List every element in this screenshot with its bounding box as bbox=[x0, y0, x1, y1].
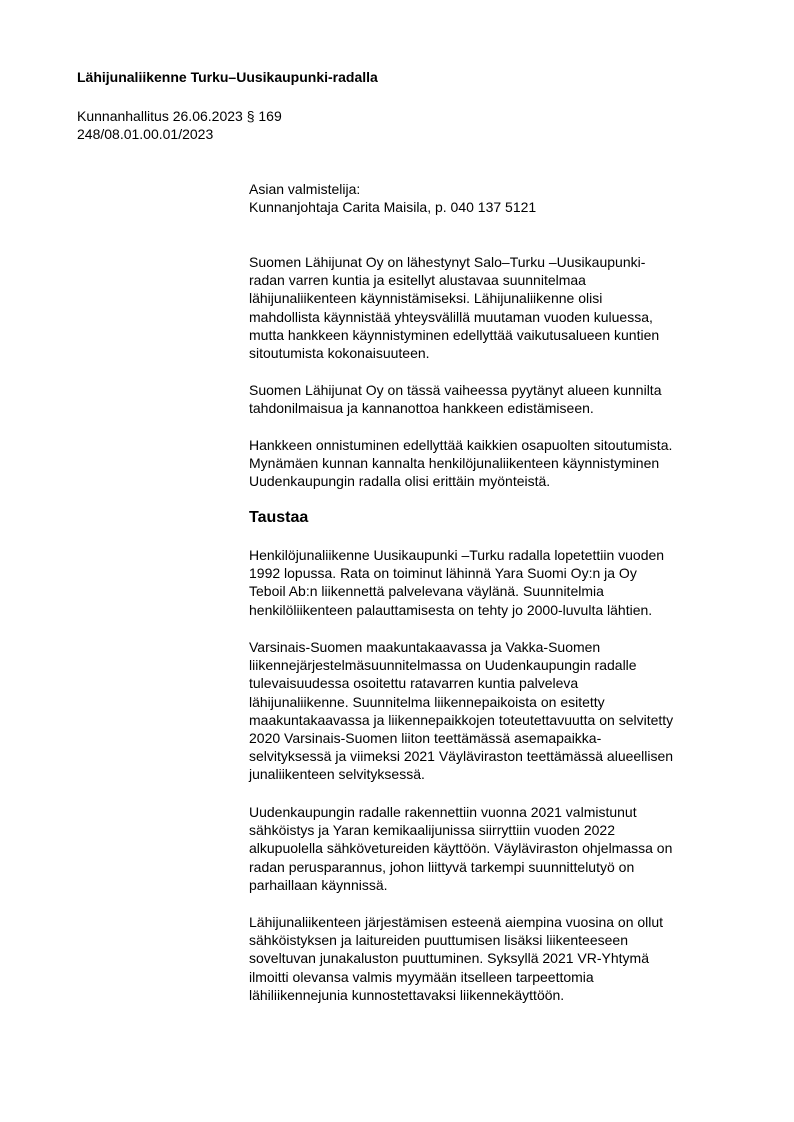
text-line: henkilöliikenteen palauttamisesta on tehty jo 2000-luvulta lähtien. bbox=[249, 601, 653, 618]
section-heading: Taustaa bbox=[249, 509, 309, 526]
text-line: Uudenkaupungin radalla olisi erittäin myönteistä. bbox=[249, 473, 551, 490]
background-paragraph-4 bbox=[249, 913, 749, 1004]
text-line: lähiliikennejunia kunnostettavaksi liikennekäyttöön. bbox=[249, 986, 565, 1003]
text-line: maakuntakaavassa ja liikennepaikkojen toteutettavuutta on selvitetty bbox=[249, 711, 674, 728]
text-line: Suomen Lähijunat Oy on tässä vaiheessa pyytänyt alueen kunnilta bbox=[249, 382, 662, 398]
text-line: Varsinais-Suomen maakuntakaavassa ja Vakka-Suomen bbox=[249, 639, 601, 655]
text-line: sähköistys ja Yaran kemikaalijunissa siirryttiin vuoden 2022 bbox=[249, 822, 615, 839]
text-line: ilmoitti olevansa valmis myymään itselleen tarpeettomia bbox=[249, 968, 594, 985]
text-line: 2020 Varsinais-Suomen liiton teettämässä asemapaikka- bbox=[249, 730, 602, 747]
text-line: Suomen Lähijunat Oy on lähestynyt Salo–Turku –Uusikaupunki- bbox=[249, 254, 646, 270]
preparer-block bbox=[249, 180, 536, 216]
text-line: mutta hankkeen käynnistyminen edellyttää vaikutusalueen kuntien bbox=[249, 326, 660, 343]
text-line: lähijunaliikenteen käynnistämiseksi. Lähijunaliikenne olisi bbox=[249, 290, 603, 307]
meeting-reference: Kunnanhallitus 26.06.2023 § 169 bbox=[77, 108, 282, 124]
text-line: radan perusparannus, johon liittyvä tarkempi suunnittelutyö on bbox=[249, 858, 635, 875]
text-line: Uudenkaupungin radalle rakennettiin vuonna 2021 valmistunut bbox=[249, 804, 637, 820]
intro-paragraph-1 bbox=[249, 253, 749, 362]
text-line: Lähijunaliikenteen järjestämisen esteenä aiempina vuosina on ollut bbox=[249, 914, 664, 930]
text-line: parhaillaan käynnissä. bbox=[249, 876, 388, 893]
document-title: Lähijunaliikenne Turku–Uusikaupunki-radalla bbox=[77, 69, 378, 85]
text-line: sitoutumista kokonaisuuteen. bbox=[249, 345, 430, 362]
text-line: selvityksessä ja viimeksi 2021 Väyläviraston teettämässä alueellisen bbox=[249, 748, 674, 765]
text-line: mahdollista käynnistää yhteysvälillä muutaman vuoden kuluessa, bbox=[249, 308, 653, 325]
intro-paragraph-3 bbox=[249, 436, 749, 491]
background-paragraph-2 bbox=[249, 638, 749, 784]
text-line: radan varren kuntia ja esitellyt alustavaa suunnitelmaa bbox=[249, 272, 586, 289]
text-line: sähköistyksen ja laitureiden puuttumisen lisäksi liikenteeseen bbox=[249, 932, 628, 949]
text-line: Teboil Ab:n liikennettä palvelevana väylänä. Suunnitelmia bbox=[249, 583, 604, 600]
text-line: soveltuvan junakaluston puuttuminen. Syksyllä 2021 VR-Yhtymä bbox=[249, 950, 649, 967]
text-line: junaliikenteen selvityksessä. bbox=[249, 766, 425, 783]
record-id: 248/08.01.00.01/2023 bbox=[77, 126, 214, 142]
text-line: alkupuolella sähkövetureiden käyttöön. Väyläviraston ohjelmassa on bbox=[249, 840, 673, 857]
background-paragraph-1 bbox=[249, 546, 749, 619]
preparer-name: Kunnanjohtaja Carita Maisila, p. 040 137 5121 bbox=[249, 199, 537, 215]
text-line: Mynämäen kunnan kannalta henkilöjunaliikenteen käynnistyminen bbox=[249, 455, 660, 472]
text-line: Henkilöjunaliikenne Uusikaupunki –Turku radalla lopetettiin vuoden bbox=[249, 547, 665, 563]
text-line: tulevaisuudessa osoitettu ratavarren kuntia palveleva bbox=[249, 675, 579, 692]
background-paragraph-3 bbox=[249, 803, 749, 894]
text-line: Hankkeen onnistuminen edellyttää kaikkien osapuolten sitoutumista. bbox=[249, 437, 673, 453]
text-line: liikennejärjestelmäsuunnitelmassa on Uudenkaupungin radalle bbox=[249, 657, 637, 674]
text-line: lähijunaliikenne. Suunnitelma liikennepaikoista on esitetty bbox=[249, 693, 605, 710]
meeting-info bbox=[77, 107, 282, 143]
intro-paragraph-2 bbox=[249, 381, 749, 417]
text-line: 1992 lopussa. Rata on toiminut lähinnä Yara Suomi Oy:n ja Oy bbox=[249, 565, 637, 582]
preparer-label: Asian valmistelija: bbox=[249, 181, 361, 197]
text-line: tahdonilmaisua ja kannanottoa hankkeen edistämiseen. bbox=[249, 400, 594, 417]
